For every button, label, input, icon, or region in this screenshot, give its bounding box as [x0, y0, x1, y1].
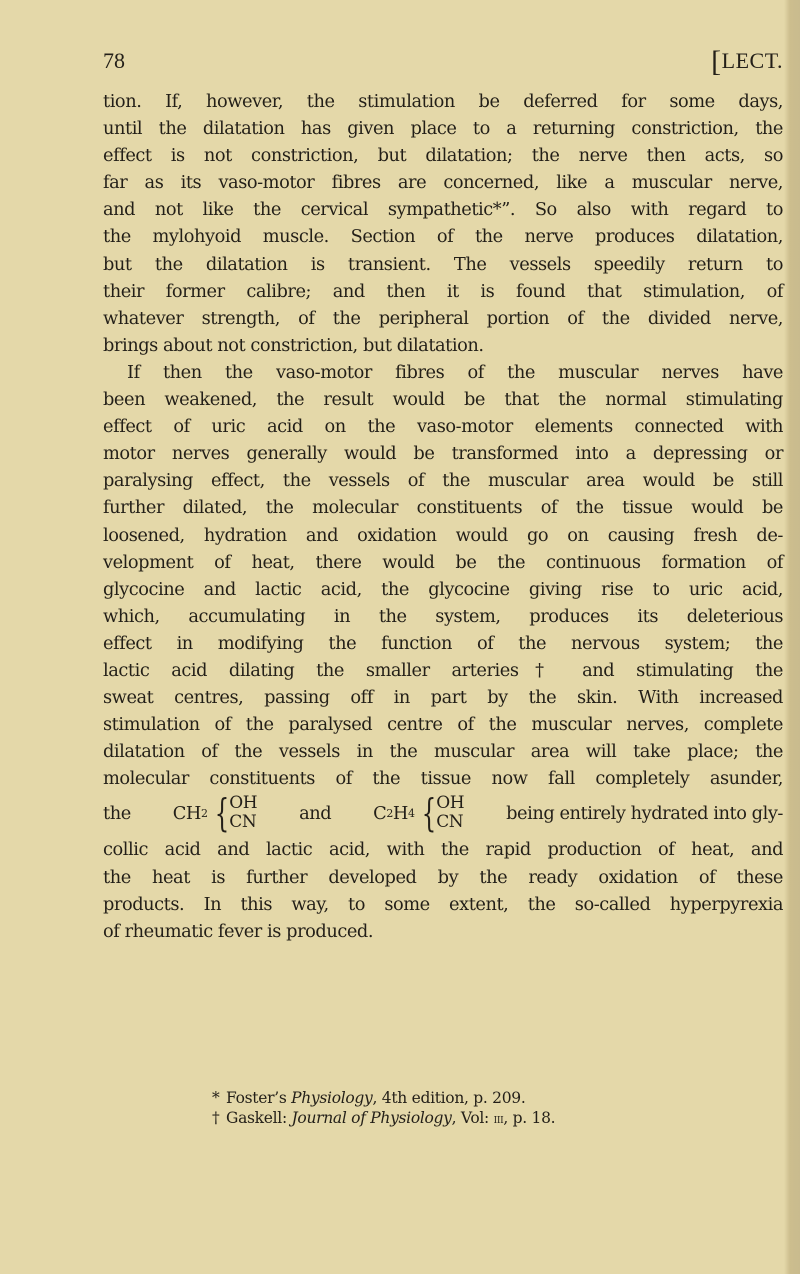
- text-line: products. In this way, to some extent, the so-called hyperpyrexia: [103, 893, 783, 915]
- footnote-text: , 4th edition, p. 209.: [372, 1089, 526, 1107]
- paragraph-end-line: brings about not constriction, but dilatation.: [103, 334, 484, 356]
- footnote-text: Gaskell:: [226, 1109, 292, 1127]
- formula-ch2: [172, 791, 258, 836]
- text-line: paralysing effect, the vessels of the muscular area would be still: [103, 470, 783, 492]
- text-line: stimulation of the paralysed centre of the muscular nerves, complete: [103, 714, 783, 736]
- volume-number: iii: [493, 1112, 504, 1127]
- group-top: OH: [229, 793, 258, 814]
- footnote-text: , p. 18.: [503, 1109, 556, 1127]
- chem-base: CH: [172, 802, 201, 824]
- text-line: sweat centres, passing off in part by the skin. With increased: [103, 687, 783, 709]
- text-line: molecular constituents of the tissue now fall completely asunder,: [103, 768, 783, 790]
- group-top: OH: [436, 793, 465, 814]
- group-bottom: CN: [229, 812, 257, 833]
- footnote-dagger: [212, 1108, 712, 1130]
- text-line: whatever strength, of the peripheral portion of the divided nerve,: [103, 307, 783, 329]
- text-line: the heat is further developed by the ready oxidation of these: [103, 866, 783, 888]
- stacked-groups: [436, 794, 464, 832]
- body-text: [103, 88, 783, 945]
- chem-subscript: 2: [386, 806, 393, 820]
- text-line: velopment of heat, there would be the continuous formation of: [103, 551, 783, 573]
- paragraph-start-line: If then the vaso-motor fibres of the muscular nerves have: [127, 361, 783, 383]
- text-line: until the dilatation has given place to a returning constriction, the: [103, 118, 783, 140]
- text-line: dilatation of the vessels in the muscular area will take place; the: [103, 741, 783, 763]
- text-line: the mylohyoid muscle. Section of the nerve produces dilatation,: [103, 226, 783, 248]
- chem-subscript: 4: [407, 806, 415, 820]
- footnote-title: Physiology: [291, 1089, 373, 1107]
- asterisk-mark: *: [212, 1089, 220, 1107]
- brace-group: [210, 791, 258, 836]
- text-line: loosened, hydration and oxidation would go on causing fresh de-: [103, 524, 783, 546]
- footnote-title: Journal of Physiology: [291, 1109, 452, 1127]
- footnote-text: , Vol:: [451, 1109, 494, 1127]
- paragraph-end-line: of rheumatic fever is produced.: [103, 920, 374, 942]
- page-header: [103, 45, 783, 82]
- text-line: been weakened, the result would be that the normal stimulating: [103, 389, 783, 411]
- chem-subscript: 2: [200, 806, 208, 820]
- formula-prefix: the: [103, 802, 131, 824]
- footnote-text: Foster’s: [226, 1089, 292, 1107]
- text-line: and not like the cervical sympathetic*”. So also with regard to: [103, 199, 783, 221]
- dagger-mark: †: [212, 1109, 220, 1127]
- text-line: tion. If, however, the stimulation be deferred for some days,: [103, 91, 783, 112]
- text-line: but the dilatation is transient. The vessels speedily return to: [103, 253, 783, 275]
- text-line: motor nerves generally would be transformed into a depressing or: [103, 443, 783, 465]
- text-line: effect is not constriction, but dilatation; the nerve then acts, so: [103, 145, 783, 167]
- left-brace-icon: {: [421, 791, 436, 836]
- footnote-asterisk: [212, 1088, 712, 1108]
- chem-base: C: [373, 802, 387, 824]
- text-line: their former calibre; and then it is found that stimulation, of: [103, 280, 783, 302]
- chemical-formula-line: [103, 790, 783, 836]
- text-line: effect in modifying the function of the nervous system; the: [103, 632, 783, 654]
- text-line: further dilated, the molecular constituents of the tissue would be: [103, 497, 783, 519]
- stacked-groups: [229, 794, 257, 832]
- page-number: 78: [103, 48, 125, 73]
- text-line: collic acid and lactic acid, with the rapid production of heat, and: [103, 839, 783, 861]
- group-bottom: CN: [436, 812, 464, 833]
- running-head-bracket: [: [711, 45, 722, 78]
- running-head-text: LECT.: [721, 48, 783, 73]
- formula-suffix: being entirely hydrated into gly-: [506, 802, 783, 824]
- left-brace-icon: {: [214, 791, 229, 836]
- text-line: lactic acid dilating the smaller arteries† and stimulating the: [103, 659, 783, 681]
- chem-base: H: [392, 802, 408, 824]
- running-head: [711, 45, 783, 78]
- formula-c2h4: [373, 791, 465, 836]
- formula-connector: and: [299, 802, 332, 824]
- text-line: far as its vaso-motor fibres are concerned, like a muscular nerve,: [103, 172, 783, 194]
- text-line: which, accumulating in the system, produces its deleterious: [103, 605, 783, 627]
- footnotes: [212, 1088, 712, 1130]
- text-line: glycocine and lactic acid, the glycocine giving rise to uric acid,: [103, 578, 783, 600]
- text-line: effect of uric acid on the vaso-motor elements connected with: [103, 416, 783, 438]
- brace-group: [417, 791, 465, 836]
